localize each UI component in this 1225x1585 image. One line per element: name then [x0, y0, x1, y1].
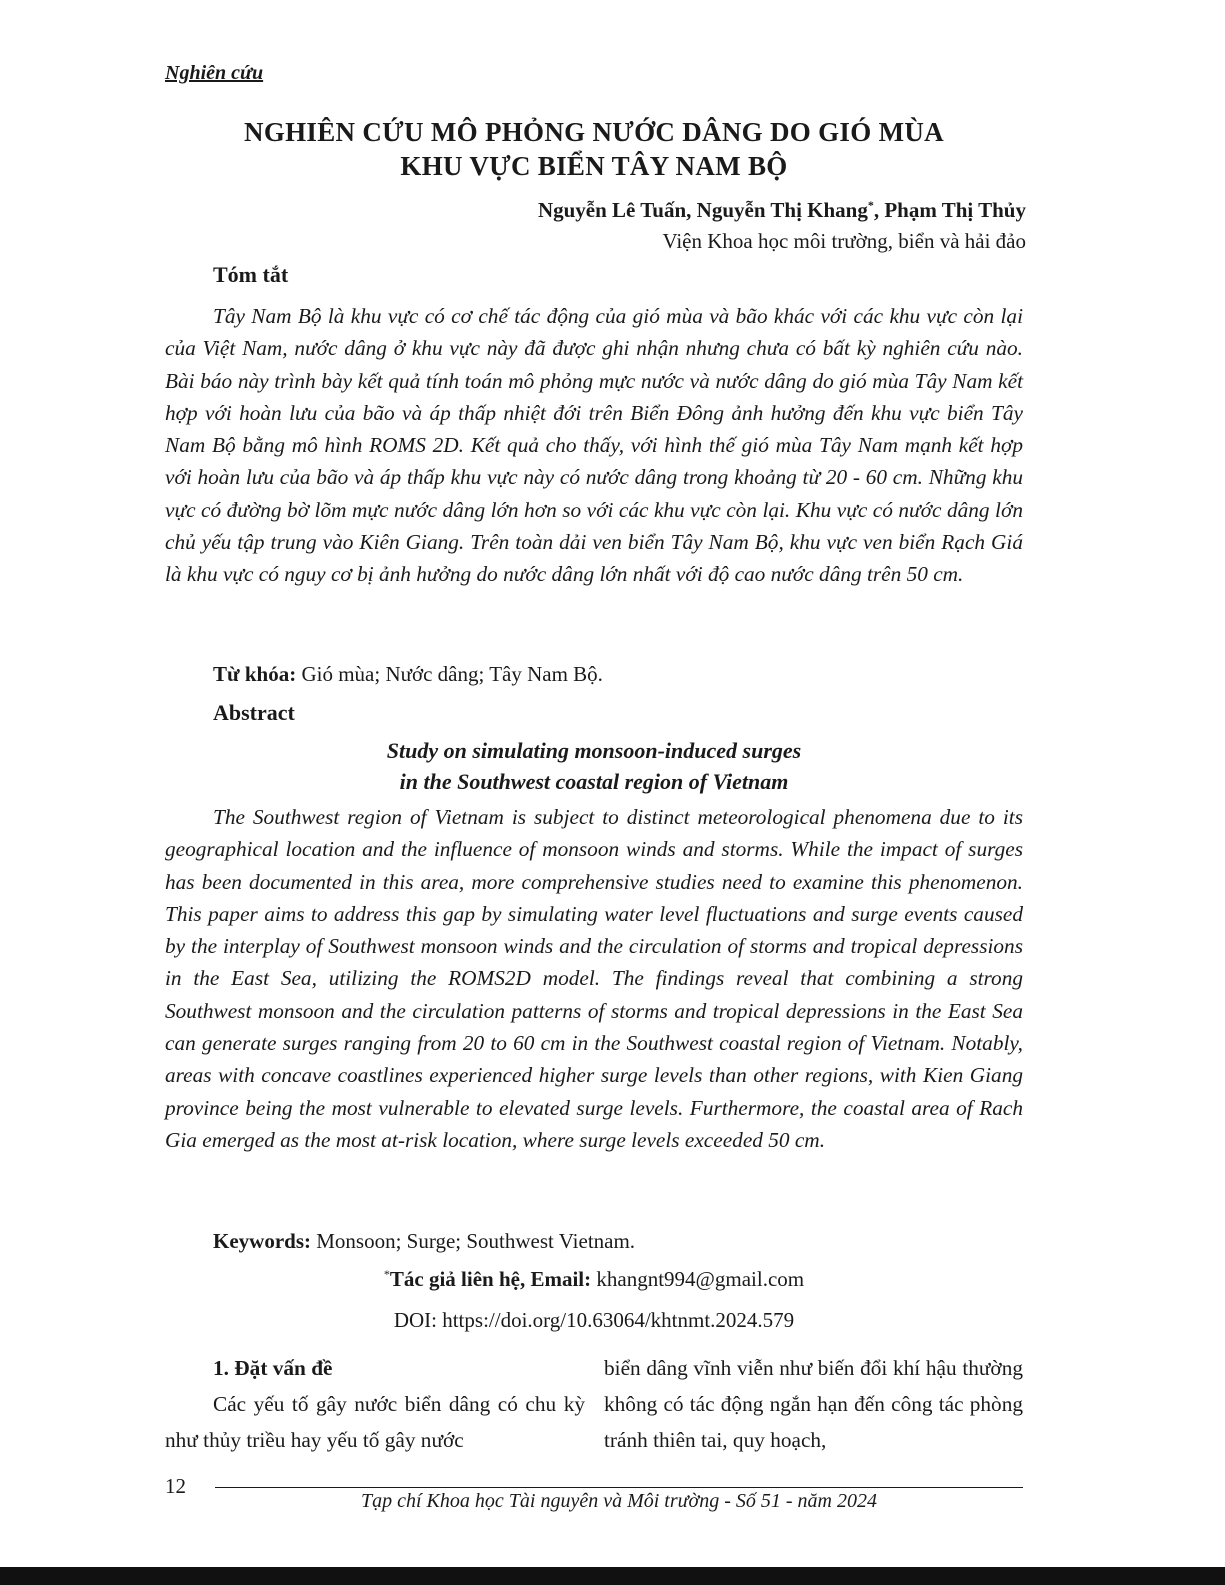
- abstract-en-text: The Southwest region of Vietnam is subject to distinct meteorological phenomena due to its geographical location and the influence of monsoon winds and storms. While the impact of surges has been documented in this area, more comprehensive studies need to examine this phenomenon. This paper aims to address this gap by simulating water level fluctuations and surge events caused by the interplay of Southwest monsoon winds and the circulation of storms and tropical depressions in the East Sea, utilizing the ROMS2D model. The findings reveal that combining a strong Southwest monsoon and the circulation patterns of storms and tropical depressions in the East Sea can generate surges ranging from 20 to 60 cm in the Southwest coastal region of Vietnam. Notably, areas with concave coastlines experienced higher surge levels than other regions, with Kien Giang province being the most vulnerable to elevated surge levels. Furthermore, the coastal area of Rach Gia emerged as the most at-risk location, where surge levels exceeded 50 cm.: [165, 805, 1023, 1152]
- english-title-line-1: Study on simulating monsoon-induced surges: [386, 738, 802, 763]
- abstract-vi-heading: Tóm tắt: [213, 262, 289, 287]
- contact-label: Tác giả liên hệ, Email:: [389, 1267, 592, 1291]
- section-tag: Nghiên cứu: [165, 62, 264, 84]
- title-line-1: NGHIÊN CỨU MÔ PHỎNG NƯỚC DÂNG DO GIÓ MÙA: [244, 117, 944, 147]
- authors-part-1: Nguyễn Lê Tuấn, Nguyễn Thị Khang: [537, 198, 868, 222]
- title-line-2: KHU VỰC BIỂN TÂY NAM BỘ: [400, 151, 788, 181]
- keywords-en: [213, 1229, 635, 1254]
- english-title: [165, 735, 1023, 797]
- authors-part-2: , Phạm Thị Thủy: [873, 198, 1026, 222]
- keywords-vi-label: Từ khóa:: [213, 662, 297, 686]
- corresponding-mark: *: [867, 198, 874, 212]
- english-title-line-2: in the Southwest coastal region of Vietnam: [399, 769, 789, 794]
- doi-line[interactable]: DOI: https://doi.org/10.63064/khtnmt.2024.579: [393, 1308, 795, 1332]
- right-column: [604, 1350, 1023, 1458]
- section-1-left-text: Các yếu tố gây nước biển dâng có chu kỳ như thủy triều hay yếu tố gây nước: [165, 1392, 585, 1452]
- abstract-vi-text: Tây Nam Bộ là khu vực có cơ chế tác động của gió mùa và bão khác với các khu vực còn lại của Việt Nam, nước dâng ở khu vực này đã được ghi nhận nhưng chưa có bất kỳ nghiên cứu nào. Bài báo này trình bày kết quả tính toán mô phỏng mực nước và nước dâng do gió mùa Tây Nam kết hợp với hoàn lưu của bão và áp thấp nhiệt đới trên Biển Đông ảnh hưởng đến khu vực biển Tây Nam Bộ bằng mô hình ROMS 2D. Kết quả cho thấy, với hình thế gió mùa Tây Nam mạnh kết hợp với hoàn lưu của bão và áp thấp khu vực này có nước dâng trong khoảng từ 20 - 60 cm. Những khu vực có đường bờ lõm mực nước dâng lớn hơn so với các khu vực còn lại. Khu vực có nước dâng lớn chủ yếu tập trung vào Kiên Giang. Trên toàn dải ven biển Tây Nam Bộ, khu vực ven biển Rạch Giá là khu vực có nguy cơ bị ảnh hưởng do nước dâng lớn nhất với độ cao nước dâng trên 50 cm.: [165, 304, 1023, 587]
- journal-footer: Tạp chí Khoa học Tài nguyên và Môi trường - Số 51 - năm 2024: [361, 1490, 877, 1512]
- affiliation: Viện Khoa học môi trường, biển và hải đảo: [662, 229, 1026, 253]
- contact-mark: *: [383, 1267, 390, 1281]
- bottom-edge-bar: [0, 1567, 1225, 1585]
- page-number: 12: [165, 1474, 186, 1498]
- contact-email[interactable]: khangnt994@gmail.com: [591, 1267, 805, 1291]
- paper-title: [165, 115, 1023, 183]
- author-list: [538, 198, 1026, 223]
- keywords-en-label: Keywords:: [213, 1229, 311, 1253]
- abstract-en-heading: Abstract: [213, 700, 295, 725]
- keywords-vi-values: Gió mùa; Nước dâng; Tây Nam Bộ.: [296, 662, 603, 686]
- keywords-vi: [213, 662, 603, 687]
- footer-rule: [215, 1487, 1023, 1488]
- contact-line: [165, 1267, 1023, 1292]
- left-column: [165, 1350, 585, 1458]
- keywords-en-values: Monsoon; Surge; Southwest Vietnam.: [311, 1229, 636, 1253]
- section-1-right-text: biển dâng vĩnh viễn như biến đổi khí hậu thường không có tác động ngắn hạn đến công tác phòng tránh thiên tai, quy hoạch,: [604, 1356, 1023, 1452]
- section-1-heading: 1. Đặt vấn đề: [213, 1356, 333, 1380]
